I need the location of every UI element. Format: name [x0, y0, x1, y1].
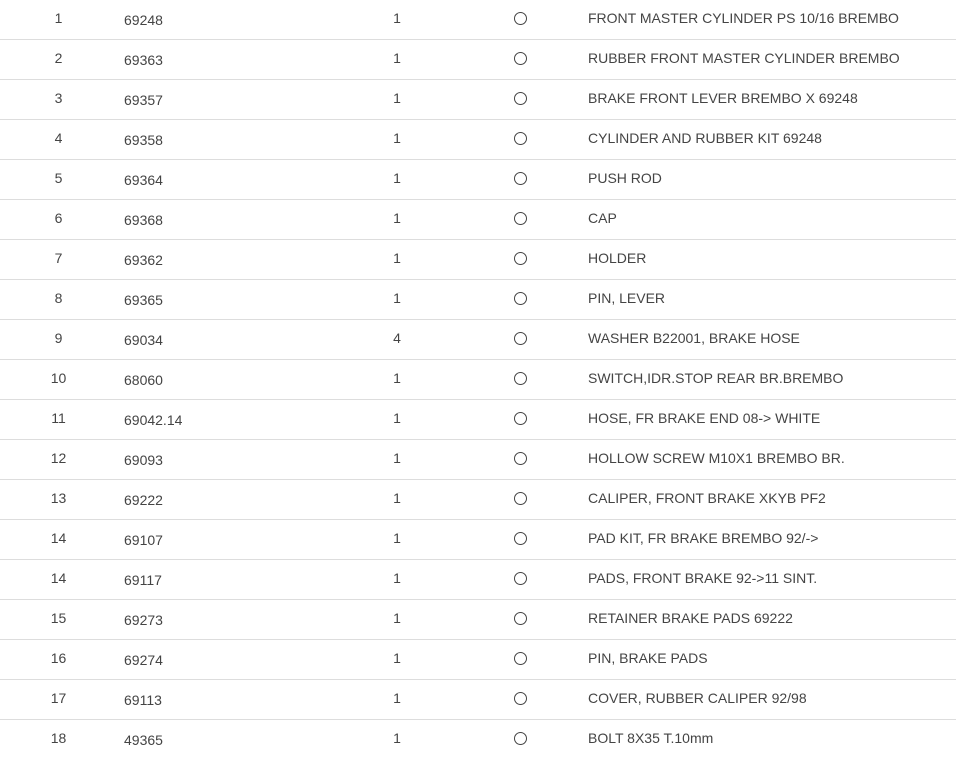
part-code-cell: 69358 [124, 132, 163, 148]
position-cell: 4 [54, 130, 63, 146]
position-cell: 14 [50, 530, 67, 546]
select-radio[interactable] [514, 132, 527, 145]
description-cell: PIN, BRAKE PADS [588, 650, 708, 666]
select-radio[interactable] [514, 332, 527, 345]
part-code-cell: 69363 [124, 52, 163, 68]
description-cell: COVER, RUBBER CALIPER 92/98 [588, 690, 807, 706]
select-radio[interactable] [514, 412, 527, 425]
description-cell: PUSH ROD [588, 170, 662, 186]
quantity-cell: 1 [393, 450, 401, 466]
description-cell: PAD KIT, FR BRAKE BREMBO 92/-> [588, 530, 819, 546]
part-code-cell: 68060 [124, 372, 163, 388]
part-code-cell: 69117 [124, 572, 162, 588]
quantity-cell: 1 [393, 290, 401, 306]
part-code-cell: 69364 [124, 172, 163, 188]
select-radio[interactable] [514, 652, 527, 665]
position-cell: 15 [50, 610, 67, 626]
quantity-cell: 1 [393, 170, 401, 186]
table-row [0, 560, 956, 600]
position-cell: 8 [54, 290, 63, 306]
quantity-cell: 1 [393, 250, 401, 266]
table-row [0, 240, 956, 280]
table-row [0, 280, 956, 320]
table-row [0, 120, 956, 160]
select-radio[interactable] [514, 612, 527, 625]
select-radio[interactable] [514, 12, 527, 25]
description-cell: BRAKE FRONT LEVER BREMBO X 69248 [588, 90, 858, 106]
description-cell: CAP [588, 210, 617, 226]
position-cell: 3 [54, 90, 63, 106]
quantity-cell: 1 [393, 370, 401, 386]
description-cell: FRONT MASTER CYLINDER PS 10/16 BREMBO [588, 10, 899, 26]
quantity-cell: 1 [393, 570, 401, 586]
quantity-cell: 1 [393, 50, 401, 66]
quantity-cell: 1 [393, 690, 401, 706]
select-radio[interactable] [514, 572, 527, 585]
select-radio[interactable] [514, 252, 527, 265]
position-cell: 7 [54, 250, 63, 266]
table-row [0, 440, 956, 480]
part-code-cell: 69368 [124, 212, 163, 228]
part-code-cell: 49365 [124, 732, 163, 748]
table-row [0, 520, 956, 560]
part-code-cell: 69248 [124, 12, 163, 28]
quantity-cell: 4 [393, 330, 401, 346]
table-row [0, 400, 956, 440]
table-row [0, 480, 956, 520]
description-cell: WASHER B22001, BRAKE HOSE [588, 330, 800, 346]
table-row [0, 200, 956, 240]
position-cell: 10 [50, 370, 67, 386]
part-code-cell: 69274 [124, 652, 163, 668]
table-row [0, 320, 956, 360]
quantity-cell: 1 [393, 610, 401, 626]
description-cell: CYLINDER AND RUBBER KIT 69248 [588, 130, 822, 146]
table-row [0, 160, 956, 200]
quantity-cell: 1 [393, 490, 401, 506]
table-row [0, 680, 956, 720]
position-cell: 13 [50, 490, 67, 506]
part-code-cell: 69365 [124, 292, 163, 308]
select-radio[interactable] [514, 732, 527, 745]
description-cell: SWITCH,IDR.STOP REAR BR.BREMBO [588, 370, 844, 386]
position-cell: 5 [54, 170, 63, 186]
table-row [0, 640, 956, 680]
select-radio[interactable] [514, 52, 527, 65]
description-cell: HOLLOW SCREW M10X1 BREMBO BR. [588, 450, 845, 466]
position-cell: 11 [51, 410, 66, 426]
description-cell: HOLDER [588, 250, 647, 266]
description-cell: PIN, LEVER [588, 290, 666, 306]
description-cell: HOSE, FR BRAKE END 08-> WHITE [588, 410, 821, 426]
description-cell: PADS, FRONT BRAKE 92->11 SINT. [588, 570, 818, 586]
position-cell: 9 [54, 330, 63, 346]
table-row [0, 0, 956, 40]
part-code-cell: 69222 [124, 492, 163, 508]
description-cell: CALIPER, FRONT BRAKE XKYB PF2 [588, 490, 826, 506]
part-code-cell: 69362 [124, 252, 163, 268]
table-row [0, 600, 956, 640]
description-cell: BOLT 8X35 T.10mm [588, 730, 714, 746]
part-code-cell: 69034 [124, 332, 163, 348]
select-radio[interactable] [514, 372, 527, 385]
select-radio[interactable] [514, 172, 527, 185]
position-cell: 12 [50, 450, 67, 466]
quantity-cell: 1 [393, 10, 401, 26]
quantity-cell: 1 [393, 530, 401, 546]
table-row [0, 80, 956, 120]
description-cell: RUBBER FRONT MASTER CYLINDER BREMBO [588, 50, 900, 66]
select-radio[interactable] [514, 292, 527, 305]
position-cell: 6 [54, 210, 63, 226]
quantity-cell: 1 [393, 90, 401, 106]
part-code-cell: 69042.14 [124, 412, 183, 428]
position-cell: 17 [50, 690, 67, 706]
position-cell: 16 [50, 650, 67, 666]
table-row [0, 360, 956, 400]
quantity-cell: 1 [393, 650, 401, 666]
position-cell: 1 [54, 10, 63, 26]
description-cell: RETAINER BRAKE PADS 69222 [588, 610, 793, 626]
part-code-cell: 69357 [124, 92, 163, 108]
part-code-cell: 69093 [124, 452, 163, 468]
quantity-cell: 1 [393, 210, 401, 226]
quantity-cell: 1 [393, 730, 401, 746]
select-radio[interactable] [514, 692, 527, 705]
position-cell: 14 [50, 570, 67, 586]
select-radio[interactable] [514, 492, 527, 505]
table-row [0, 40, 956, 80]
part-code-cell: 69113 [124, 692, 162, 708]
select-radio[interactable] [514, 452, 527, 465]
position-cell: 2 [54, 50, 63, 66]
part-code-cell: 69107 [124, 532, 163, 548]
table-row [0, 720, 956, 760]
select-radio[interactable] [514, 92, 527, 105]
quantity-cell: 1 [393, 130, 401, 146]
select-radio[interactable] [514, 532, 527, 545]
quantity-cell: 1 [393, 410, 401, 426]
part-code-cell: 69273 [124, 612, 163, 628]
select-radio[interactable] [514, 212, 527, 225]
position-cell: 18 [50, 730, 67, 746]
